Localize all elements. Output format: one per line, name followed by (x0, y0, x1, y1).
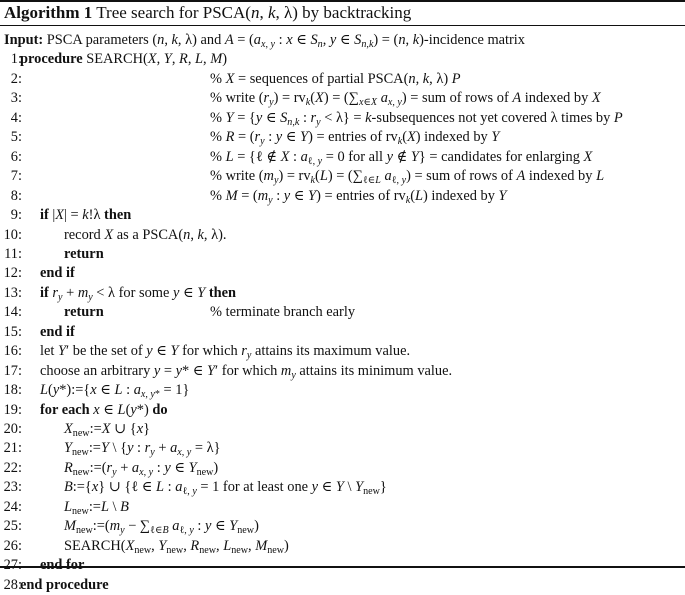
line-comment: % write $(r_y) = rv_k(X) = (\sum_{x\in X}$ $a_{x, y}$) = sum of rows of A indexed by X (210, 90, 601, 109)
line-code: end if (40, 323, 75, 340)
line-number: 10: (3, 226, 22, 243)
line-number: 11: (4, 245, 22, 262)
line-code: $R_{new}:=(r_y + a_{x, y}$ : y ∈ $Y_{new}$) (64, 459, 219, 478)
line-comment: % write $(m_y) = rv_k(L) = (\sum_{\ell\in L}$ $a_{\ell, y}$) = sum of rows of A indexed by L (210, 168, 605, 187)
algorithm-title (4, 3, 411, 23)
line-code: end procedure (20, 576, 109, 593)
line-code: let Y′ be the set of y ∈ Y for which $r_y$ attains its maximum value. (40, 343, 411, 362)
line-code: procedure SEARCH(X, Y, R, L, M) (20, 51, 228, 68)
top-rule (0, 0, 685, 2)
line-number: 26: (3, 537, 22, 554)
line-code: Input: PSCA parameters (n, k, λ) and $A = (a_{x, y}$ : x ∈ $S_n$, y ∈ $S_{n,k}) = (n$, k)-incidence matrix (4, 32, 526, 50)
algorithm-title-text: Tree search for PSCA(n, k, λ) by backtracking (96, 3, 412, 22)
line-code: B:={x} ∪ {ℓ ∈ L : $a_{\ell, y} = 1$ for at least one y ∈ Y \ $Y_{new}$} (64, 479, 387, 498)
line-code: $X_{new}:=X$ ∪ {x} (64, 421, 150, 439)
line-code: return (64, 245, 104, 262)
line-code: if $r_y + m_y < \lambda$ for some y ∈ Y then (40, 284, 237, 303)
line-number: 19: (3, 401, 22, 418)
line-code: $SEARCH(X_{new}$, $Y_{new}$, $R_{new}$, $L_{new}$, $M_{new}$) (64, 537, 289, 556)
line-number: 1: (10, 51, 22, 68)
line-number: 23: (3, 479, 22, 496)
line-number: 25: (3, 518, 22, 535)
line-number: 3: (10, 90, 22, 107)
line-number: 28: (3, 576, 22, 593)
line-comment: % terminate branch early (210, 304, 356, 321)
line-number: 14: (3, 304, 22, 321)
line-number: 12: (3, 265, 22, 282)
line-code: return (64, 304, 104, 321)
algorithm-label: Algorithm 1 (4, 3, 93, 22)
line-code: choose an arbitrary y = y* ∈ Y′ for which $m_y$ attains its minimum value. (40, 362, 453, 381)
line-code: $M_{new}:=(m_y - \sum_{\ell\in B}$ $a_{\ell, y}$ : y ∈ $Y_{new}$) (64, 518, 259, 537)
line-number: 16: (3, 343, 22, 360)
line-number: 24: (3, 498, 22, 515)
line-comment: % $R = (r_y$ : y ∈ Y) = entries of $rv_k(X)$ indexed by Y (210, 129, 500, 148)
line-code: $Y_{new}:=Y$ \ {y : $r_y + a_{x, y} = \lambda$} (64, 440, 221, 459)
line-number: 7: (10, 168, 22, 185)
line-number: 13: (3, 284, 22, 301)
line-number: 18: (3, 382, 22, 399)
line-comment: % X = sequences of partial PSCA(n, k, λ) P (210, 70, 461, 87)
line-comment: % $M = (m_y$ : y ∈ Y) = entries of $rv_k(L)$ indexed by Y (210, 187, 507, 206)
line-number: 21: (3, 440, 22, 457)
line-code: record X as a PSCA(n, k, λ). (64, 226, 227, 243)
line-comment: % Y = {y ∈ $S_{n,k}$ : $r_y < \lambda$} = k-subsequences not yet covered λ times by P (210, 109, 623, 128)
line-code: end if (40, 265, 75, 282)
line-code: for each x ∈ L(y*) do (40, 401, 168, 418)
line-number: 8: (10, 187, 22, 204)
line-number: 5: (10, 129, 22, 146)
line-code: $L_{new}:=L$ \ B (64, 498, 129, 517)
title-rule (0, 25, 685, 26)
line-comment: % L = {ℓ ∉ X : $a_{\ell, y} = 0$ for all y ∉ Y} = candidates for enlarging X (210, 148, 593, 167)
line-number: 17: (3, 362, 22, 379)
line-number: 6: (10, 148, 22, 165)
line-code: L(y*):={x ∈ L : $a_{x, y*} = 1$} (40, 382, 190, 401)
line-number: 22: (3, 459, 22, 476)
line-number: 2: (10, 70, 22, 87)
line-number: 15: (3, 323, 22, 340)
line-code: if |X| = k!λ then (40, 207, 132, 224)
line-number: 4: (10, 109, 22, 126)
line-number: 20: (3, 421, 22, 437)
line-number: 9: (10, 207, 22, 224)
